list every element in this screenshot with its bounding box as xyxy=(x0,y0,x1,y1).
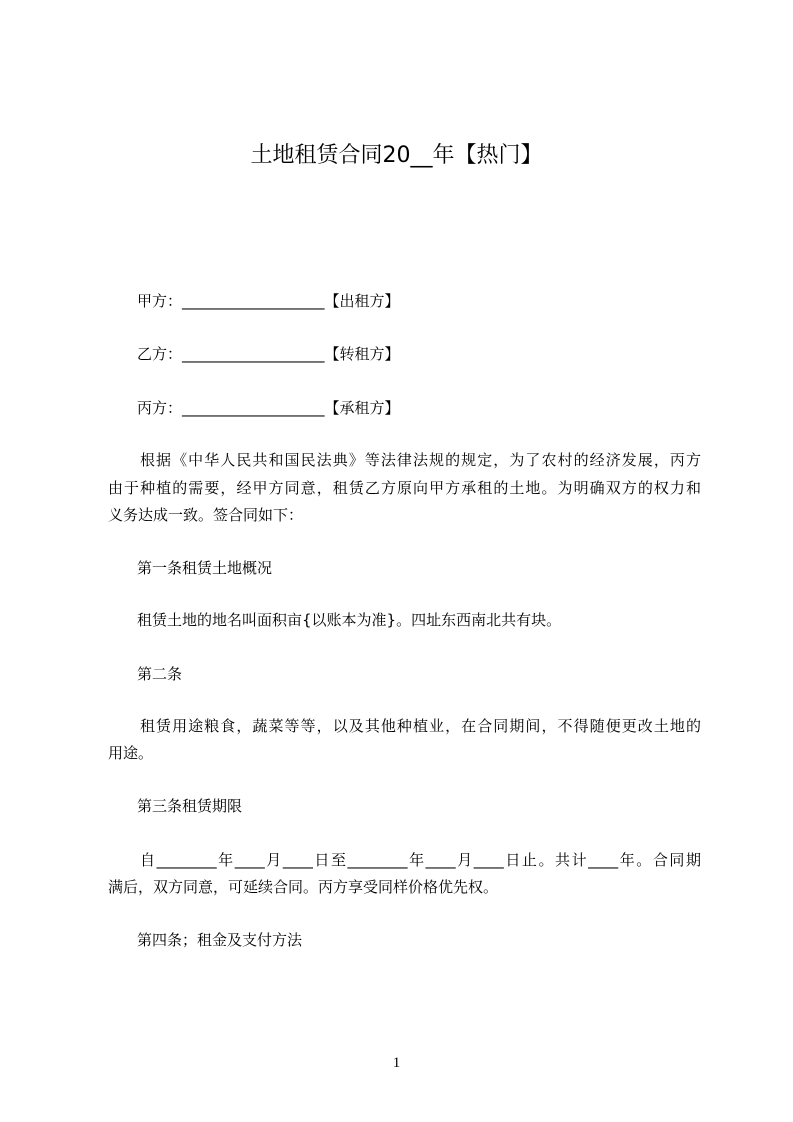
article1-text: 租赁土地的地名叫面积亩{以账本为准}。四址东西南北共有块。 xyxy=(137,611,562,629)
article3-heading: 第三条租赁期限 xyxy=(137,797,243,815)
party-c: 丙方：___________________【承租方】 xyxy=(137,399,400,417)
article1-heading: 第一条租赁土地概况 xyxy=(137,559,273,577)
article4-heading: 第四条；租金及支付方法 xyxy=(137,931,303,949)
document-title: 土地租赁合同20__年【热门】 xyxy=(250,143,543,168)
intro-line-3: 义务达成一致。签合同如下： xyxy=(108,506,304,524)
intro-line-2: 由于种植的需要，经甲方同意，租赁乙方原向甲方承租的土地。为明确双方的权力和 xyxy=(108,479,701,497)
intro-line-1: 根据《中华人民共和国民法典》等法律法规的规定，为了农村的经济发展，丙方 xyxy=(140,451,701,469)
party-b: 乙方：___________________【转租方】 xyxy=(137,345,400,363)
page-number: 1 xyxy=(392,1055,401,1071)
party-a: 甲方：___________________【出租方】 xyxy=(137,292,400,310)
article2-heading: 第二条 xyxy=(137,665,183,683)
article2-line-1: 租赁用途粮食，蔬菜等等，以及其他种植业，在合同期间，不得随便更改土地的 xyxy=(140,717,701,735)
article3-line-2: 满后，双方同意，可延续合同。丙方享受同样价格优先权。 xyxy=(108,878,499,896)
article3-line-1: 自________年____月____日至________年____月____日止。共计____年。合同期 xyxy=(140,851,701,869)
article2-line-2: 用途。 xyxy=(108,744,154,762)
